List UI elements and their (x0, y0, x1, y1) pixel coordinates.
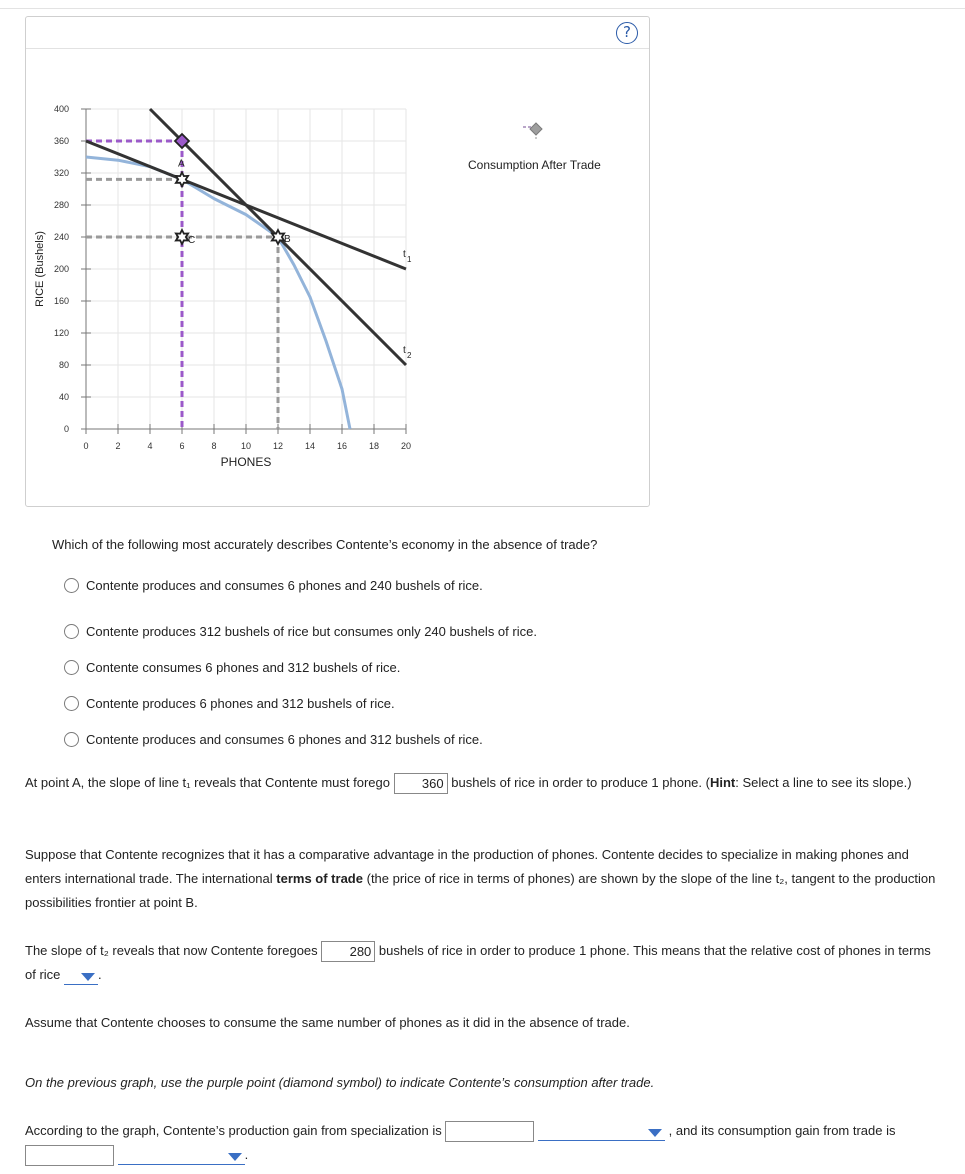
relative-cost-dropdown[interactable] (64, 967, 98, 985)
gains-question (25, 1119, 945, 1167)
foregoes-input[interactable]: 280 (321, 941, 375, 962)
consumption-gain-dropdown[interactable] (118, 1147, 245, 1165)
option-label: Contente consumes 6 phones and 312 bushels of rice. (86, 659, 401, 675)
p3-text-post: bushels of rice in order to produce 1 phone. This means that the relative cost of phones in terms of rice (25, 943, 931, 982)
production-gain-dropdown[interactable] (538, 1123, 665, 1141)
hint-label: Hint (709, 775, 736, 790)
point-label-c: C (188, 235, 196, 246)
top-divider (0, 8, 965, 9)
slope-question (25, 771, 945, 795)
x-tick-label: 0 (83, 441, 89, 451)
x-tick-label: 20 (400, 441, 412, 451)
x-tick-label: 18 (368, 441, 380, 451)
option-item[interactable] (64, 613, 537, 649)
y-axis-label: RICE (Bushels) (34, 231, 46, 307)
terms-of-trade-label: terms of trade (276, 871, 363, 886)
option-item[interactable] (64, 685, 537, 721)
p6-text: According to the graph, Contente’s production gain from specialization is (25, 1123, 442, 1138)
ppf-chart[interactable] (26, 17, 651, 508)
radio-button[interactable] (64, 624, 79, 639)
option-label: Contente produces 6 phones and 312 bushels of rice. (86, 695, 395, 711)
radio-button[interactable] (64, 732, 79, 747)
x-tick-label: 16 (336, 441, 348, 451)
y-tick-label: 120 (53, 328, 69, 338)
chart-grid (86, 109, 406, 429)
x-tick-label: 12 (272, 441, 284, 451)
radio-button[interactable] (64, 660, 79, 675)
option-label: Contente produces 312 bushels of rice but consumes only 240 bushels of rice. (86, 623, 537, 639)
y-tick-label: 360 (53, 136, 69, 146)
consumption-diamond-tool[interactable] (521, 121, 551, 148)
y-tick-label: 200 (53, 264, 69, 274)
y-tick-label: 320 (53, 168, 69, 178)
radio-button[interactable] (64, 696, 79, 711)
line-label-t2: t (403, 345, 406, 356)
y-tick-label: 280 (53, 200, 69, 210)
consumption-gain-input[interactable] (25, 1145, 114, 1166)
option-item[interactable] (64, 577, 537, 593)
chevron-down-icon (228, 1153, 242, 1161)
instruction-text: On the previous graph, use the purple point (diamond symbol) to indicate Contente’s consumption after trade. (25, 1075, 655, 1090)
point-label-a: A (178, 158, 185, 170)
y-tick-label: 240 (53, 232, 69, 242)
question-circle-icon[interactable]: ? (616, 22, 638, 44)
y-tick-label: 40 (58, 392, 69, 402)
point-a (176, 172, 188, 186)
y-tick-label: 160 (53, 296, 69, 306)
y-tick-label: 0 (63, 424, 69, 434)
y-tick-label: 400 (53, 104, 69, 114)
option-label: Contente produces and consumes 6 phones and 240 bushels of rice. (86, 577, 483, 593)
point-label-b: B (284, 234, 291, 245)
period: . (98, 967, 102, 982)
point-c (176, 230, 188, 244)
x-axis-label: PHONES (220, 455, 272, 469)
assumption-text: Assume that Contente chooses to consume the same number of phones as it did in the absence of trade. (25, 1015, 630, 1030)
option-item[interactable] (64, 649, 537, 685)
p2-text: Suppose that Contente recognizes that it has a comparative advantage in the production of phones. Contente decides to specialize in making phones and enters international trade. The international (25, 847, 909, 886)
line-sub-t1: 1 (407, 255, 412, 264)
forego-input[interactable]: 360 (394, 773, 448, 794)
graph-panel (25, 16, 650, 507)
p1-text: At point A, the slope of line t₁ reveals that Contente must forego (25, 775, 390, 790)
p1-text-post: bushels of rice in order to produce 1 phone. ( (451, 775, 710, 790)
x-tick-label: 8 (211, 441, 217, 451)
p3-text: The slope of t₂ reveals that now Contente foregoes (25, 943, 318, 958)
options-list (64, 577, 537, 757)
chevron-down-icon (648, 1129, 662, 1137)
x-tick-label: 4 (147, 441, 153, 451)
x-tick-label: 6 (179, 441, 185, 451)
production-gain-input[interactable] (445, 1121, 534, 1142)
line-label-t1: t (403, 249, 406, 260)
hint-text: : Select a line to see its slope.) (735, 775, 912, 790)
slope-t2-question (25, 939, 945, 987)
line-sub-t2: 2 (407, 351, 412, 360)
x-tick-label: 14 (304, 441, 316, 451)
chevron-down-icon (81, 973, 95, 981)
legend-label: Consumption After Trade (468, 158, 601, 172)
x-tick-label: 2 (115, 441, 121, 451)
y-tick-label: 80 (58, 360, 69, 370)
period: . (244, 1147, 249, 1162)
option-label: Contente produces and consumes 6 phones and 312 bushels of rice. (86, 731, 483, 747)
x-tick-label: 10 (240, 441, 252, 451)
terms-of-trade-paragraph (25, 843, 945, 915)
p2-text-post: (the price of rice in terms of phones) are shown by the slope of the line t₂, tangent to the production possibilities frontier at point B. (25, 871, 936, 910)
radio-button[interactable] (64, 578, 79, 593)
p6-text-mid: , and its consumption gain from trade is (668, 1123, 896, 1138)
option-item[interactable] (64, 721, 537, 757)
question-text: Which of the following most accurately describes Contente’s economy in the absence of trade? (52, 537, 598, 552)
